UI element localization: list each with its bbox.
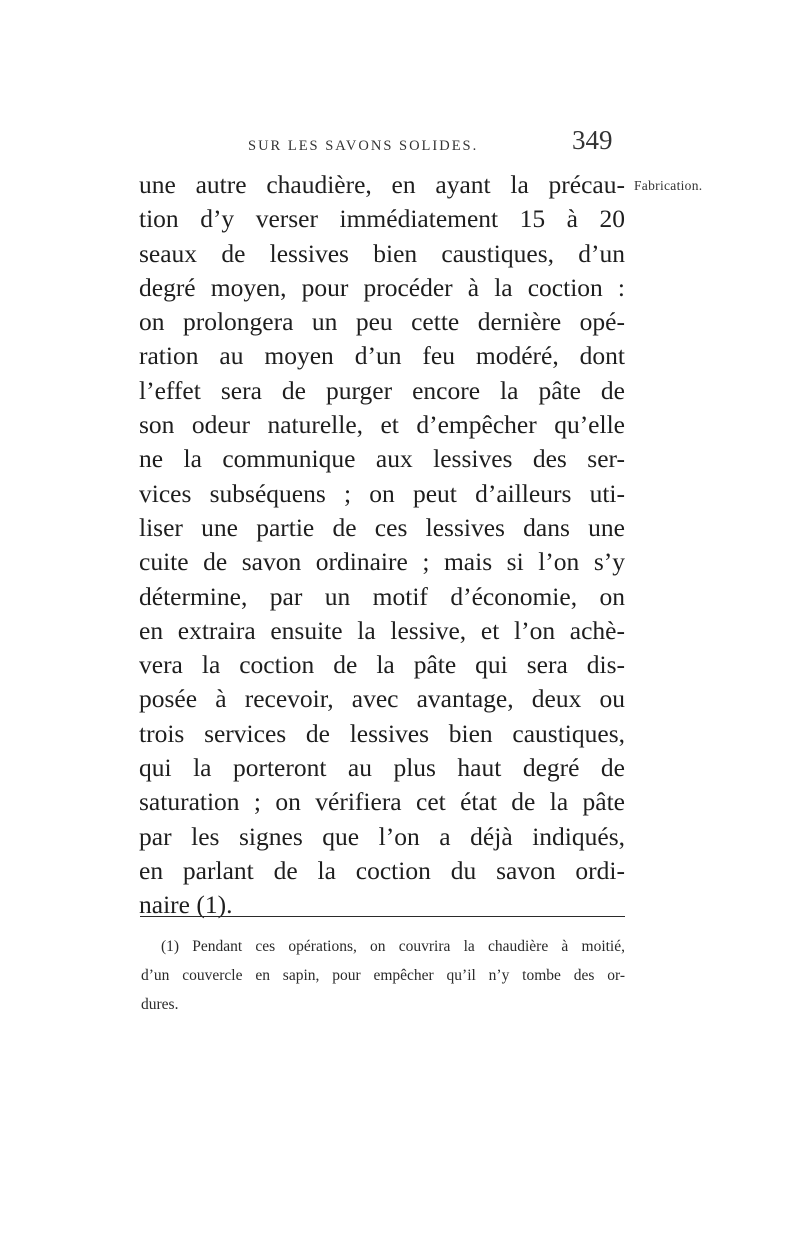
footnote-line: dures.	[141, 996, 179, 1013]
running-head: SUR LES SAVONS SOLIDES.	[248, 138, 479, 154]
body-line: en extraira ensuite la lessive, et l’on achè-	[139, 615, 625, 645]
body-line: cuite de savon ordinaire ; mais si l’on s’y	[139, 547, 625, 577]
footnote-line: (1) Pendant ces opérations, on couvrira la chaudière à moitié,	[161, 938, 625, 955]
body-line: détermine, par un motif d’économie, on	[139, 581, 625, 611]
body-line: liser une partie de ces lessives dans une	[139, 512, 625, 542]
body-line: degré moyen, pour procéder à la coction :	[139, 272, 625, 302]
body-line: seaux de lessives bien caustiques, d’un	[139, 238, 625, 268]
body-line: vices subséquens ; on peut d’ailleurs uti-	[139, 478, 625, 508]
body-line: tion d’y verser immédiatement 15 à 20	[139, 204, 625, 234]
body-line: ne la communique aux lessives des ser-	[139, 444, 625, 474]
body-line: son odeur naturelle, et d’empêcher qu’elle	[139, 410, 625, 440]
body-line: qui la porteront au plus haut degré de	[139, 753, 625, 783]
body-line: posée à recevoir, avec avantage, deux ou	[139, 684, 625, 714]
body-line: par les signes que l’on a déjà indiqués,	[139, 821, 625, 851]
page-number: 349	[572, 125, 613, 155]
body-line: une autre chaudière, en ayant la précau-	[139, 170, 625, 199]
body-line: en parlant de la coction du savon ordi-	[139, 855, 625, 885]
footnote	[141, 932, 625, 1019]
body-line: l’effet sera de purger encore la pâte de	[139, 375, 625, 405]
body-line: vera la coction de la pâte qui sera dis-	[139, 650, 625, 680]
body-line: naire (1).	[139, 890, 233, 920]
footnote-line: d’un couvercle en sapin, pour empêcher qu’il n’y tombe des or-	[141, 967, 625, 984]
body-line: ration au moyen d’un feu modéré, dont	[139, 341, 625, 371]
marginal-note: Fabrication.	[634, 178, 703, 193]
footnote-rule	[140, 916, 625, 917]
body-line: on prolongera un peu cette dernière opé-	[139, 307, 625, 337]
body-line: trois services de lessives bien caustiques,	[139, 718, 625, 748]
body-text	[139, 168, 625, 923]
body-line: saturation ; on vérifiera cet état de la pâte	[139, 787, 625, 817]
